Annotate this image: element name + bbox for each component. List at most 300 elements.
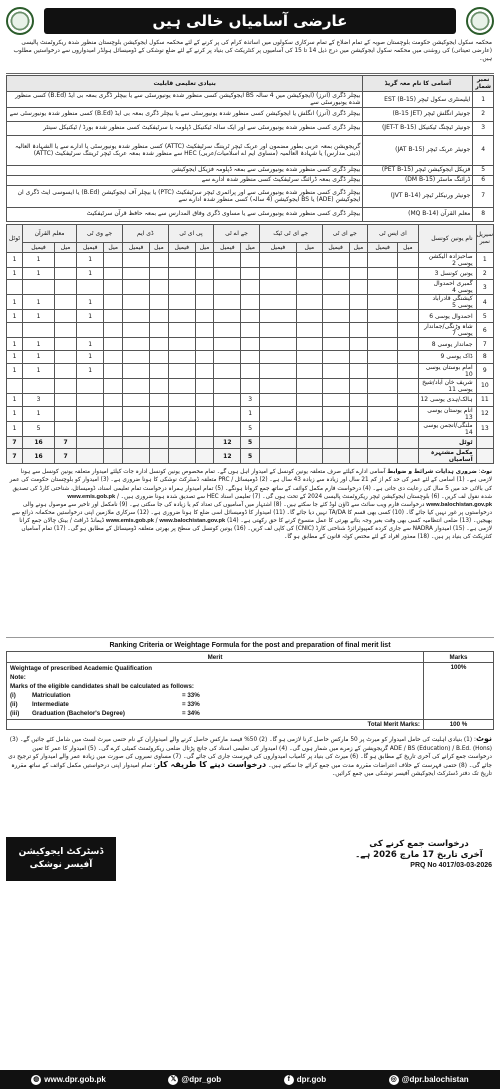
terms-text-2: درخواست فارم ویب سائٹ سے ڈاؤن لوڈ کئے جا سکتے ہیں۔ (8) اشتہار میں آسامیوں کی تعداد کم یا زیادہ کی جا سکتی ہے۔ (9) نامکمل اور تاخیر سے موصول ہونے والی درخواستوں پر غور نہیں کیا جائے گا۔ (10) کسی بھی قسم کا TA/DA نہیں دیا جائے گا۔ (11) امیدوار کا ڈومیسائل اسی ضلع کا ہونا ضروری ہے۔ (12) سرکاری ملازمین اپنی درخواستیں محکمانہ ذرائع سے بھیجیں۔ (13) ضلعی انتظامیہ کسی بھی وقت بغیر وجہ بتائے بھرتی کا عمل منسوخ کرنے کا حق رکھتی ہے۔ (11, 501, 492, 524)
grid-cell (297, 295, 322, 310)
grid-cell (168, 351, 195, 364)
emis-link[interactable]: www.emis.gob.pk (67, 493, 116, 500)
grid-subheader: فیمیل (368, 242, 398, 252)
grid-cell (55, 252, 77, 267)
post-qualification: بیچلر ڈگری (آنرز) انگلش یا ایجوکیشن کسی منظور شدہ یونیورسٹی سے یا بیچلر ڈگری بمعہ بی ایڈ (B.Ed) کسی منظور شدہ یونیورسٹی سے (7, 107, 363, 121)
deadline-text (344, 837, 494, 861)
grid-cell: 1 (23, 338, 55, 351)
grid-row (7, 378, 494, 393)
grid-cell (123, 338, 150, 351)
grid-cell (123, 252, 150, 267)
grid-cell-union-council: شاہ وڑنگی/جماندار یوسی 7 (418, 323, 476, 338)
grid-cell (297, 436, 322, 449)
grid-header-total: ٹوٹل (7, 224, 23, 252)
grid-cell (104, 421, 123, 436)
grid-cell: 3 (241, 393, 259, 406)
grid-cell (104, 280, 123, 295)
grid-cell (168, 378, 195, 393)
grid-row (7, 406, 494, 421)
grid-cell: 1 (23, 310, 55, 323)
grid-cell (150, 295, 168, 310)
grid-cell-total: 1 (7, 338, 23, 351)
note-label: Note: (10, 674, 26, 682)
page-title: عارضی آسامیاں خالی ہیں (44, 8, 456, 34)
grid-cell (259, 378, 296, 393)
grid-cell (55, 295, 77, 310)
grid-cell (297, 393, 322, 406)
grid-cell (398, 421, 419, 436)
grid-cell (349, 378, 367, 393)
grid-cell (368, 406, 398, 421)
social-handle: @dpr.balochistan (401, 1074, 469, 1084)
grid-cell (123, 436, 150, 449)
social-item[interactable] (31, 1075, 105, 1085)
post-serial: 6 (473, 175, 494, 185)
grid-row (7, 338, 494, 351)
grid-cell: 1 (23, 267, 55, 280)
grid-cell (104, 393, 123, 406)
grid-header-group: جے وی ٹی (77, 224, 123, 242)
grid-subheader: میل (104, 242, 123, 252)
footer-area (6, 837, 494, 881)
grid-cell (195, 363, 213, 378)
grid-cell (195, 449, 213, 464)
grid-header-row (7, 224, 494, 242)
post-row (7, 121, 494, 135)
grid-cell (349, 280, 367, 295)
officer-stamp (6, 837, 116, 881)
grid-cell (259, 363, 296, 378)
grid-cell-serial: 13 (476, 421, 493, 436)
grid-cell (368, 310, 398, 323)
grid-cell (368, 267, 398, 280)
grid-cell (297, 252, 322, 267)
grid-cell (368, 363, 398, 378)
grid-cell (55, 393, 77, 406)
grid-cell-serial: 11 (476, 393, 493, 406)
grid-cell (195, 378, 213, 393)
grid-cell-serial: 1 (476, 252, 493, 267)
grid-row (7, 295, 494, 310)
social-handle: dpr.gob (296, 1074, 327, 1084)
grid-row (7, 393, 494, 406)
grid-cell-total: 1 (7, 363, 23, 378)
grid-cell: 12 (214, 449, 241, 464)
grid-cell: 5 (23, 421, 55, 436)
emis-link-2[interactable]: www.emis.gob.pk (106, 517, 154, 524)
grid-cell (322, 295, 349, 310)
grid-subheader: میل (150, 242, 168, 252)
grid-cell (259, 421, 296, 436)
grid-cell-total (7, 280, 23, 295)
instagram-icon: ◎ (390, 1075, 397, 1083)
grid-cell (150, 449, 168, 464)
grid-cell: 3 (23, 393, 55, 406)
post-serial: 2 (473, 107, 494, 121)
grid-cell (168, 449, 195, 464)
grid-cell (195, 421, 213, 436)
grid-cell (349, 338, 367, 351)
grid-cell (322, 363, 349, 378)
grid-cell (123, 449, 150, 464)
post-name: معلم القرآن (MQ B-14) (363, 207, 473, 221)
grid-cell: 1 (23, 406, 55, 421)
grid-cell (214, 323, 241, 338)
grid-cell (349, 295, 367, 310)
grid-cell (241, 252, 259, 267)
grid-cell-total (7, 378, 23, 393)
grid-cell (214, 421, 241, 436)
post-name: ایلیمنٹری سکول ٹیچر EST (B-15) (363, 91, 473, 107)
grid-cell (104, 436, 123, 449)
grid-cell (195, 323, 213, 338)
total-merit-value: 100 % (424, 720, 494, 730)
grid-cell-serial: 5 (476, 310, 493, 323)
intro-paragraph: محکمہ سکول ایجوکیشن حکومت بلوچستان صوبہ کے تمام اضلاع کے تمام سرکاری سکولوں میں اساتذہ کرام کی پر کرنے کے لئے محکمہ سکول ایجوکیشن بلوچستان منظور شدہ ریکروٹمنٹ پالیسی (عارضی تعیناتی) کی روشنی میں محکمہ سکول ایجوکیشن میں درج ذیل 14 تا 15 کی آسامیوں پر کنٹریکٹ کی بنیاد پر کرنے کے لئے ضلع نوشکی کے ڈومیسائل ہولڈر امیدواروں سے درخواستیں مطلوب ہیں۔ (6, 38, 494, 74)
grid-cell (322, 351, 349, 364)
grid-cell (150, 393, 168, 406)
grid-cell (322, 323, 349, 338)
grid-cell (398, 351, 419, 364)
grid-cell (297, 280, 322, 295)
grid-cell (55, 351, 77, 364)
weightage-marks: 100% (424, 663, 494, 720)
grid-cell (398, 295, 419, 310)
grid-cell (214, 363, 241, 378)
post-qualification: بیچلر ڈگری کسی منظور شدہ یونیورسٹی سے یا مساوی ڈگری وفاق المدارس سے بمعہ حافظ قرآن سرٹیفکیٹ (7, 207, 363, 221)
grid-cell (398, 280, 419, 295)
post-name: جونیئر ٹیچنگ ٹیکنیکل (JET-T B-15) (363, 121, 473, 135)
grid-cell (168, 267, 195, 280)
grid-cell (104, 338, 123, 351)
ranking-table (6, 651, 494, 730)
grid-cell (322, 310, 349, 323)
ranking-item-name: Matriculation (32, 692, 71, 700)
grid-cell (55, 323, 77, 338)
grid-cell: 1 (77, 310, 104, 323)
ranking-total-row (7, 720, 494, 730)
grid-cell (398, 323, 419, 338)
grid-cell (368, 338, 398, 351)
grid-cell (77, 449, 104, 464)
grid-cell (368, 351, 398, 364)
grid-cell (368, 323, 398, 338)
grid-cell (23, 280, 55, 295)
balochistan-link-2[interactable]: www.balochistan.gov.pk (159, 517, 226, 524)
grid-cell (398, 267, 419, 280)
grid-cell-serial: 9 (476, 363, 493, 378)
post-name: جونیئر انگلش ٹیچر (B-15 JET) (363, 107, 473, 121)
grid-cell (214, 406, 241, 421)
grid-cell (123, 421, 150, 436)
post-name: فزیکل ایجوکیشن ٹیچر (PET B-15) (363, 165, 473, 175)
grid-cell (259, 295, 296, 310)
grid-cell (77, 436, 104, 449)
grid-cell (168, 280, 195, 295)
grid-cell-serial: 6 (476, 323, 493, 338)
grid-cell-total: 1 (7, 406, 23, 421)
ranking-body-row (7, 663, 494, 720)
grid-subheader: میل (297, 242, 322, 252)
ranking-item-value: = 34% (182, 710, 200, 718)
grid-cell (259, 436, 296, 449)
notes-text: (1) بنیادی اہلیت کی حامل امیدوار کو میرٹ پر 50 مارکس حاصل کرنا لازمی ہو گا۔ (2) 50% فیصد مارکس حاصل کرنے والے امیدواران کے نام حتمی میرٹ لسٹ میں شامل کئے جائیں گے۔ (3) ADE / BS (Education) / B.Ed. (Hons) گریجویشن کے زمرے میں شمار ہوں گی۔ (4) امیدوار کی تعلیمی اسناد کی جانچ پڑتال ضلعی ریکروٹمنٹ کمیٹی کرے گی۔ (5) امیدوار کا عمر کا تعین درخواست جمع کرانے کی آخری تاریخ کے مطابق ہو گا۔ (6) میرٹ کی بنیاد پر کامیاب امیدواروں کی فہرست جاری کی جائے گی۔ (7) مساوی نمبروں کی صورت میں زیادہ عمر والے امیدوار کو ترجیح دی جائے گی۔ (8) حتمی فہرست کے خلاف اعتراضات مقررہ مدت میں جمع کرائے جا سکتے ہیں۔ (8, 737, 492, 769)
grid-cell (241, 295, 259, 310)
grid-cell (398, 393, 419, 406)
grid-cell (150, 363, 168, 378)
grid-cell-serial: 12 (476, 406, 493, 421)
grid-row (7, 310, 494, 323)
grid-cell-union-council: ڈاک یوسی 9 (418, 351, 476, 364)
grid-cell (168, 421, 195, 436)
grid-cell (241, 378, 259, 393)
grid-cell (349, 406, 367, 421)
grid-subheader: فیمیل (23, 242, 55, 252)
grid-cell (104, 363, 123, 378)
grid-header-group: جے اے ٹی (214, 224, 260, 242)
grid-cell (349, 310, 367, 323)
grid-subheader: میل (195, 242, 213, 252)
ranking-item-number: (iii) (10, 710, 20, 718)
grid-subheader: میل (349, 242, 367, 252)
post-name: ڈرائنگ ماسٹر (DM B-15) (363, 175, 473, 185)
social-handle: www.dpr.gob.pk (44, 1074, 106, 1084)
stamp-line-1: ڈسٹرکٹ ایجوکیشن (18, 847, 104, 858)
grid-cell (349, 393, 367, 406)
grid-cell (349, 421, 367, 436)
grid-row (7, 280, 494, 295)
grid-cell (214, 393, 241, 406)
grid-cell (241, 323, 259, 338)
grid-cell: 1 (77, 252, 104, 267)
post-serial: 5 (473, 165, 494, 175)
grid-cell (349, 267, 367, 280)
grid-cell (77, 280, 104, 295)
grid-cell: 1 (77, 351, 104, 364)
post-qualification: بیچلر ڈگری (آنرز) (ایجوکیشن میں 4 سالہ BS ایجوکیشن کسی منظور شدہ یونیورسٹی سے یا بیچلر ڈگری بمعہ بی ایڈ (B.Ed) کسی منظور شدہ یونیورسٹی سے (7, 91, 363, 107)
grid-cell (104, 267, 123, 280)
grid-cell (104, 252, 123, 267)
grid-cell-serial: 7 (476, 338, 493, 351)
grid-cell: 1 (23, 252, 55, 267)
grid-cell-total (7, 323, 23, 338)
post-serial: 7 (473, 185, 494, 207)
grid-cell-union-council: احمدوال یوسی 6 (418, 310, 476, 323)
grid-cell-serial (476, 436, 493, 449)
grid-cell (259, 323, 296, 338)
post-qualification: گریجویشن بمعہ عربی بطور مضمون اور عربک ٹیچر ٹریننگ سرٹیفکیٹ (ATTC) کسی منظور شدہ یونیورسٹی یا ادارے سے یا الشہادۃ العالیہ (دینی مدارس) یا شہادۃ العالمیہ (مساوی ایم اے اسلامیات/عربی) HEC سے منظور شدہ بمعہ عربک ٹیچر ٹریننگ سرٹیفکیٹ (ATTC) (7, 135, 363, 165)
grid-cell-serial: 8 (476, 351, 493, 364)
grid-cell (322, 393, 349, 406)
grid-cell-union-council: ہالک/ہدی یوسی 12 (418, 393, 476, 406)
grid-cell (214, 280, 241, 295)
terms-text-1: آسامی ادارے کیلئے صرف متعلقہ یونین کونسل کے امیدوار اہل ہوں گے۔ تمام مخصوص یونین کونسل ادارہ جات کیلئے امیدوار متعلقہ یونین کونسل سے ہونا لازمی ہے۔ (1) اسامی کے لئے عمر کی حد کم از کم 21 سال اور زیادہ سے زیادہ 43 سال ہے۔ (2) ڈومیسائل / PRC متعلقہ ڈسٹرکٹ نوشکی کا ہونا ضروری ہے۔ (3) امیدوار کو بلوچستان حکومت کی عمر کی بالائی حد میں 5 سال کی رعایت دی جاتی ہے۔ (4) درخواست فارم مکمل کوائف کے ساتھ جمع کروانا ہونگے۔ (5) تمام امیدوار ہمراہ درخواست تمام تعلیمی اسناد، ڈومیسائل، شناختی کارڈ کی تصدیق شدہ نقول لف کریں۔ (6) بلوچستان ایجوکیشن ٹیچر ریکروٹمنٹ پالیسی 2024 کے تحت ہوں گی۔ (7) تعلیمی اسناد HEC سے تصدیق شدہ ہونا ضروری ہیں۔ (9, 469, 492, 500)
grid-cell-total: 7 (7, 449, 23, 464)
grid-cell-serial: 10 (476, 378, 493, 393)
post-row (7, 165, 494, 175)
grid-cell: 1 (77, 295, 104, 310)
grid-cell (398, 338, 419, 351)
grid-cell (259, 393, 296, 406)
grid-cell (77, 421, 104, 436)
post-qualification: بیچلر ڈگری کسی منظور شدہ یونیورسٹی سے اور ایک سالہ ٹیکنیکل ڈپلومہ یا سرٹیفکیٹ کسی منظور شدہ بورڈ / ٹیکنیکل سینٹر (7, 121, 363, 135)
application-method-text: تمام امیدوار اپنی درخواستیں مکمل کوائف کے ساتھ مقررہ تاریخ تک دفتر ڈسٹرکٹ ایجوکیشن آفیسر نوشکی میں جمع کرائیں۔ (11, 762, 492, 777)
social-item[interactable] (284, 1075, 326, 1085)
grid-cell: 1 (77, 267, 104, 280)
ranking-criteria (7, 663, 424, 720)
grid-cell (259, 406, 296, 421)
grid-header-group: جے ای ٹی ٹیک (259, 224, 322, 242)
grid-cell: 5 (241, 421, 259, 436)
header-post: آسامی کا نام معہ گریڈ (363, 76, 473, 92)
grid-cell-union-council: انام بوستان یوسی 13 (418, 406, 476, 421)
grid-cell (297, 363, 322, 378)
application-method-label: درخواست دینے کا طریقہ کار (155, 759, 267, 769)
grid-cell (195, 267, 213, 280)
merit-header: Merit (7, 652, 424, 663)
grid-cell: 1 (23, 363, 55, 378)
terms-note-label: نوٹ (480, 469, 492, 476)
grid-cell: 12 (214, 436, 241, 449)
grid-cell: 16 (23, 436, 55, 449)
grid-cell-union-council: امام بوستان یوسی 10 (418, 363, 476, 378)
grid-cell (349, 363, 367, 378)
grid-header-group: معلم القرآن (23, 224, 77, 242)
grid-row (7, 351, 494, 364)
grid-header-group: ای ایس ٹی (368, 224, 419, 242)
ranking-header-row (7, 652, 494, 663)
grid-cell (195, 338, 213, 351)
grid-cell (349, 323, 367, 338)
grid-cell-total: 1 (7, 393, 23, 406)
grid-cell (322, 421, 349, 436)
grid-cell (214, 267, 241, 280)
grid-subheader: فیمیل (322, 242, 349, 252)
grid-subheader: فیمیل (77, 242, 104, 252)
grid-cell (349, 436, 367, 449)
grid-cell (104, 323, 123, 338)
grid-cell (77, 378, 104, 393)
post-name: جونیئر ورنیکلر ٹیچر (JVT B-14) (363, 185, 473, 207)
grid-cell (150, 280, 168, 295)
social-item[interactable] (168, 1075, 221, 1085)
grid-cell (322, 252, 349, 267)
grid-subheader: میل (241, 242, 259, 252)
ranking-item-value: = 33% (182, 701, 200, 709)
grid-cell (195, 351, 213, 364)
grid-cell (322, 406, 349, 421)
grid-cell (23, 378, 55, 393)
grid-cell (214, 252, 241, 267)
grid-cell (297, 378, 322, 393)
grid-cell (368, 393, 398, 406)
grid-cell (322, 267, 349, 280)
grid-cell-serial (476, 449, 493, 464)
grid-cell (77, 406, 104, 421)
balochistan-link[interactable]: www.balochistan.gov.pk (426, 501, 492, 508)
grid-cell (123, 351, 150, 364)
ranking-item-number: (i) (10, 692, 16, 700)
post-qualification: بیچلر ڈگری بمعہ ڈرائنگ سرٹیفکیٹ کسی منظور شدہ ادارے سے (7, 175, 363, 185)
grid-cell (259, 338, 296, 351)
government-seal-logo (466, 7, 494, 35)
grid-cell: 7 (55, 436, 77, 449)
grid-cell (168, 436, 195, 449)
grid-cell (168, 323, 195, 338)
grid-cell (168, 295, 195, 310)
grid-cell (195, 436, 213, 449)
grid-cell (150, 378, 168, 393)
grid-cell-union-council: کیشنگی قادرآباد یوسی 5 (418, 295, 476, 310)
grid-cell (123, 406, 150, 421)
grid-cell (150, 323, 168, 338)
grid-cell (259, 280, 296, 295)
header (6, 6, 494, 36)
post-qualification: بیچلر ڈگری کسی منظور شدہ یونیورسٹی سے بمعہ ڈپلومہ فزیکل ایجوکیشن (7, 165, 363, 175)
grid-cell (195, 393, 213, 406)
grid-cell (241, 267, 259, 280)
grid-cell (259, 449, 296, 464)
grid-cell (349, 252, 367, 267)
grid-cell (241, 310, 259, 323)
post-row (7, 175, 494, 185)
grid-cell (398, 436, 419, 449)
post-serial: 1 (473, 91, 494, 107)
grid-cell (398, 406, 419, 421)
grid-row (7, 323, 494, 338)
grid-cell-total: 1 (7, 267, 23, 280)
grid-cell: 1 (241, 406, 259, 421)
grid-cell (150, 436, 168, 449)
grid-cell (241, 351, 259, 364)
grid-cell: 1 (77, 338, 104, 351)
grid-cell (123, 267, 150, 280)
grid-header-group: پی ای ٹی (168, 224, 214, 242)
grid-cell: 5 (241, 436, 259, 449)
terms-heading: ضروری ہدایات شرائط و ضوابط (387, 469, 477, 476)
grid-subheader: میل (55, 242, 77, 252)
ranking-title: Ranking Criteria or Weightage Formula for the post and preparation of final merit list (109, 642, 391, 650)
grid-cell-total: 1 (7, 310, 23, 323)
grid-subheader: فیمیل (214, 242, 241, 252)
prq-number: PRQ No 4017/03-03-2026 (410, 862, 492, 870)
grid-cell-union-council: شریف خان آباد/شیخ یوسی 11 (418, 378, 476, 393)
ranking-item-name: Graduation (Bachelor's Degree) (32, 710, 125, 718)
grid-subheader: میل (398, 242, 419, 252)
grid-cell (214, 378, 241, 393)
grid-cell (398, 252, 419, 267)
ranking-item-number: (ii) (10, 701, 18, 709)
grid-cell (104, 378, 123, 393)
grid-cell (55, 378, 77, 393)
post-row (7, 107, 494, 121)
grid-cell: 16 (23, 449, 55, 464)
grid-cell (368, 280, 398, 295)
grid-cell (168, 393, 195, 406)
grid-cell (195, 310, 213, 323)
balochistan-emblem-logo (6, 7, 34, 35)
grid-cell (259, 310, 296, 323)
grid-cell-total: 7 (7, 436, 23, 449)
grid-cell (322, 338, 349, 351)
grid-cell: 7 (55, 449, 77, 464)
social-item[interactable] (389, 1075, 469, 1085)
vacancy-grid (6, 224, 494, 465)
grid-cell (398, 363, 419, 378)
grid-cell (398, 378, 419, 393)
grid-cell (195, 295, 213, 310)
grid-cell (297, 421, 322, 436)
